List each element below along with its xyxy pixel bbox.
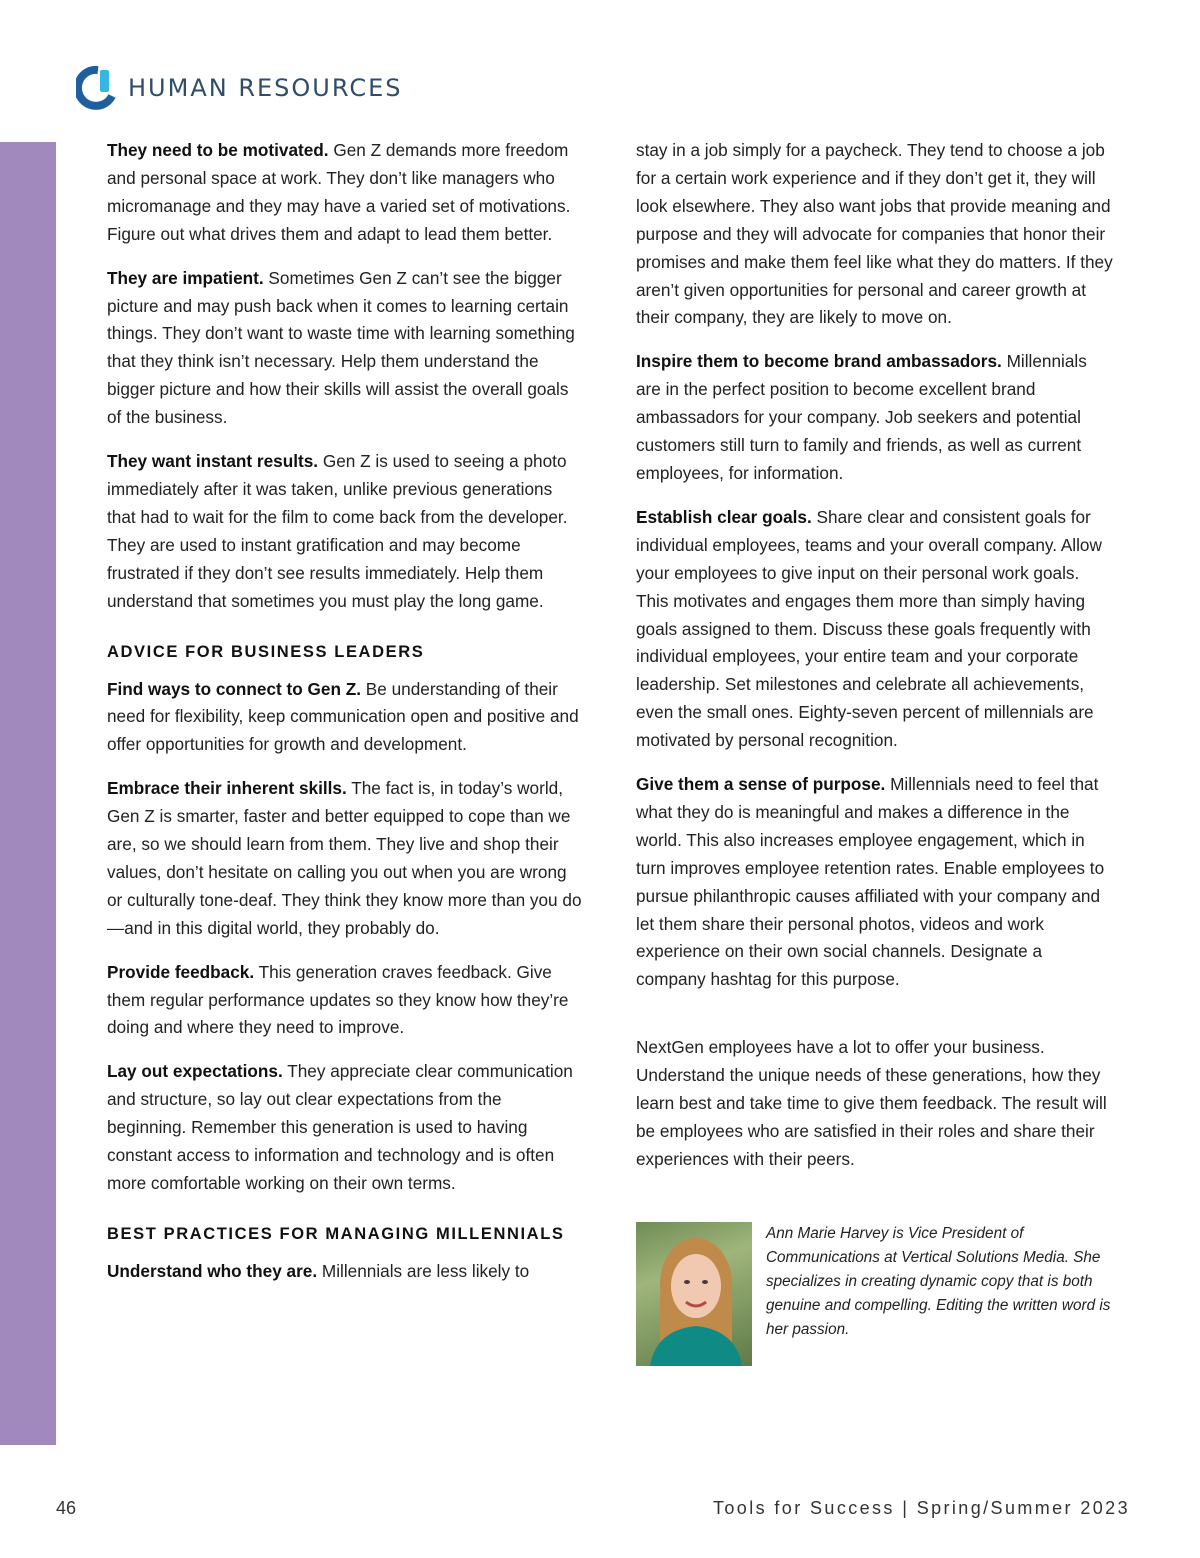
body-text: Millennials are less likely to [317, 1260, 530, 1281]
paragraph-purpose [636, 771, 1116, 994]
company-logo-icon [76, 66, 116, 110]
lead-in: Establish clear goals. [636, 506, 812, 527]
body-text: This generation craves feedback. Give them regular performance updates so they know how they’re doing and where they need to improve. [107, 961, 569, 1038]
lead-in: Inspire them to become brand ambassadors. [636, 351, 1002, 372]
paragraph-continuation: stay in a job simply for a paycheck. They tend to choose a job for a certain work experience and if they don’t get it, they will look elsewhere. They also want jobs that provide meaning and purpose and they will advocate for companies that honor their promises and make them feel like what they do matters. If they aren’t given opportunities for personal and career growth at their company, they are likely to move on. [636, 140, 1113, 328]
author-bio: Ann Marie Harvey is Vice President of Communications at Vertical Solutions Media. She specializes in creating dynamic copy that is both genuine and compelling. Editing the written word is her passion. [766, 1224, 1111, 1338]
body-text: Sometimes Gen Z can’t see the bigger picture and may push back when it comes to learning certain things. They don’t want to waste time with learning something that they think isn’t necessary. Help them understand the bigger picture and how their skills will assist the overall goals of the business. [107, 267, 575, 428]
paragraph-ambassadors [636, 348, 1116, 488]
lead-in: Give them a sense of purpose. [636, 774, 886, 795]
left-column [107, 137, 585, 1302]
paragraph-connect [107, 676, 585, 760]
paragraph-understand [107, 1258, 585, 1286]
heading-advice: ADVICE FOR BUSINESS LEADERS [107, 642, 425, 661]
paragraph-instant-results [107, 448, 585, 615]
body-text: Gen Z is used to seeing a photo immediately after it was taken, unlike previous generations that had to wait for the film to come back from the developer. They are used to instant gratification and may become frustrated if they don’t see results immediately. Help them understand that sometimes you must play the long game. [107, 451, 568, 611]
publication-title: Tools for Success | Spring/Summer 2023 [712, 1498, 1130, 1518]
section-title: HUMAN RESOURCES [128, 74, 403, 102]
paragraph-expectations [107, 1058, 585, 1198]
heading-millennials: BEST PRACTICES FOR MANAGING MILLENNIALS [107, 1224, 565, 1243]
paragraph-closing: NextGen employees have a lot to offer your business. Understand the unique needs of these generations, how they learn best and take time to give them feedback. The result will be employees who are satisfied in their roles and share their experiences with their peers. [636, 1037, 1107, 1169]
lead-in: Embrace their inherent skills. [107, 778, 347, 799]
page-header [76, 66, 403, 110]
body-text: Millennials are in the perfect position to become excellent brand ambassadors for your company. Job seekers and potential customers still turn to family and friends, as well as current employees, for information. [636, 351, 1087, 483]
body-text: Be understanding of their need for flexibility, keep communication open and positive and offer opportunities for growth and development. [107, 678, 579, 755]
body-text: Gen Z demands more freedom and personal space at work. They don’t like managers who micromanage and they may have a varied set of motivations. Figure out what drives them and adapt to lead them better. [107, 140, 571, 244]
author-portrait-icon [636, 1222, 752, 1366]
paragraph-goals [636, 504, 1116, 755]
body-text: The fact is, in today’s world, Gen Z is smarter, faster and better equipped to cope than we are, so we should learn from them. They live and shop their values, don’t hesitate on calling you out when you are wrong or culturally tone-deaf. They think they know more than you do—and in this digital world, they probably do. [107, 778, 582, 938]
body-text: They appreciate clear communication and structure, so lay out clear expectations from the beginning. Remember this generation is used to having constant access to information and technology and is often more comfortable working on their own terms. [107, 1061, 573, 1193]
lead-in: They want instant results. [107, 451, 319, 472]
paragraph-motivated [107, 137, 585, 249]
sidebar-color-bar [0, 142, 56, 1445]
right-column [636, 137, 1116, 1366]
page-number: 46 [56, 1498, 77, 1518]
author-photo [636, 1222, 752, 1366]
lead-in: They are impatient. [107, 267, 264, 288]
lead-in: Provide feedback. [107, 961, 255, 982]
paragraph-impatient [107, 265, 585, 432]
body-text: Millennials need to feel that what they do is meaningful and makes a difference in the world. This also increases employee engagement, which in turn improves employee retention rates. Enable employees to pursue philanthropic causes affiliated with your company and let them share their personal photos, videos and work experience on their own social channels. Designate a company hashtag for this purpose. [636, 774, 1105, 990]
lead-in: Lay out expectations. [107, 1061, 283, 1082]
paragraph-feedback [107, 959, 585, 1043]
lead-in: They need to be motivated. [107, 140, 329, 160]
lead-in: Find ways to connect to Gen Z. [107, 678, 362, 699]
body-text: Share clear and consistent goals for individual employees, teams and your overall company. Allow your employees to give input on their personal work goals. This motivates and engages them more than simply having goals assigned to them. Discuss these goals frequently with individual employees, your entire team and your corporate leadership. Set milestones and celebrate all achievements, even the small ones. Eighty-seven percent of millennials are motivated by personal recognition. [636, 506, 1102, 751]
lead-in: Understand who they are. [107, 1260, 318, 1281]
paragraph-embrace [107, 775, 585, 942]
author-box [636, 1222, 1116, 1366]
